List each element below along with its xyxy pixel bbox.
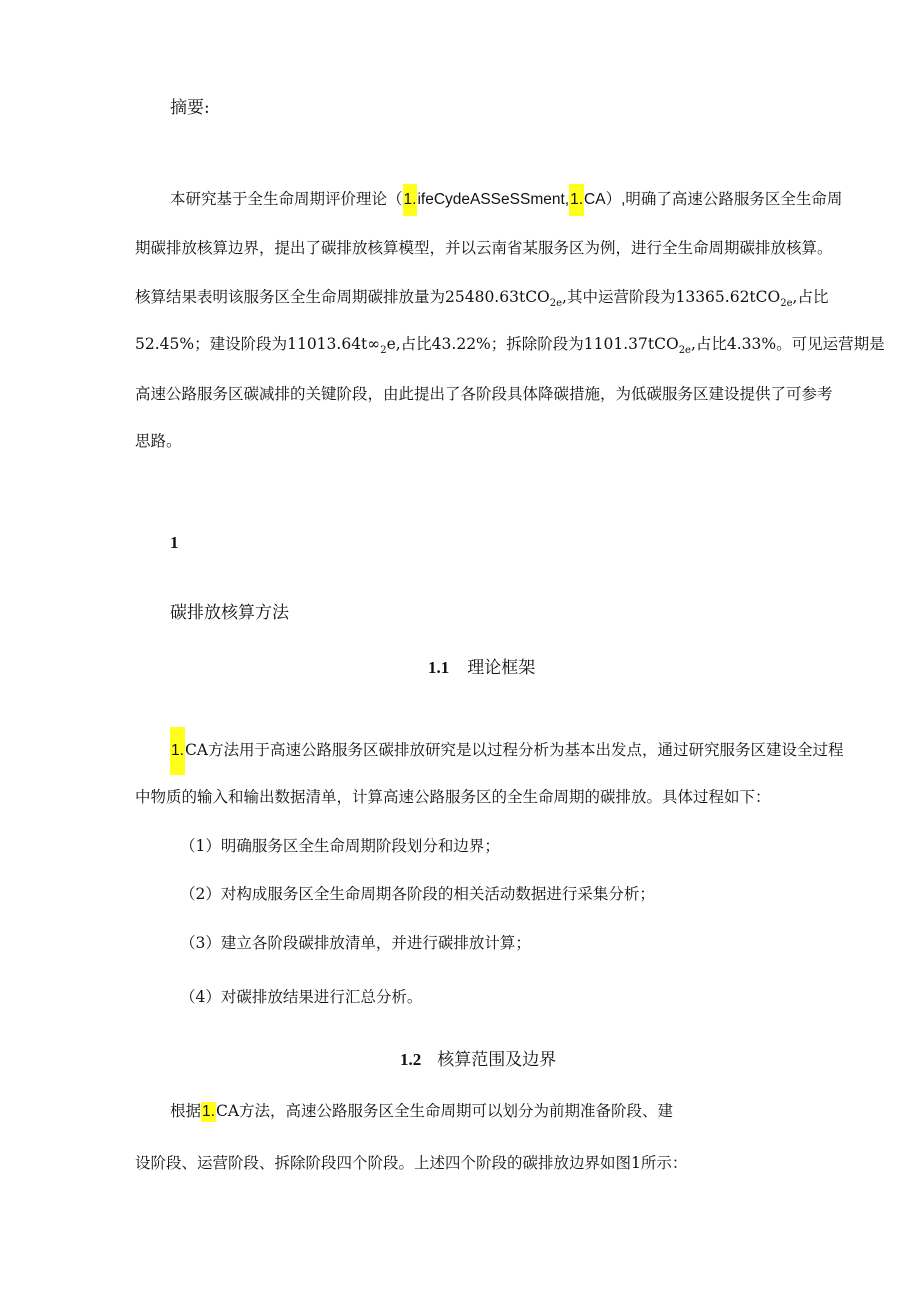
- abstract-line-1-a: 本研究基于全生命周期评价理论（: [170, 190, 403, 208]
- section-1-2-para-line-2: 设阶段、运营阶段、拆除阶段四个阶段。上述四个阶段的碳排放边界如图1所示：: [135, 1154, 688, 1172]
- section-1-1-para-line-1: [170, 740, 844, 761]
- highlight-marker: 1.: [202, 1103, 215, 1120]
- abstract-line-5: 高速公路服务区碳减排的关键阶段，由此提出了各阶段具体降碳措施，为低碳服务区建设提供了可参考: [135, 385, 833, 403]
- abstract-line-3-c: ,占比: [792, 288, 829, 306]
- section-1-1-heading: [428, 657, 535, 679]
- abstract-line-3: [135, 287, 829, 310]
- subscript: 2e: [780, 298, 793, 310]
- abstract-line-4-a: 52.45%；建设阶段为11013.64t∞: [135, 335, 381, 353]
- abstract-line-1-b: ifeCydeASSeSSment,: [417, 191, 570, 208]
- subscript: 2e: [549, 298, 563, 310]
- subscript: 2e: [678, 345, 691, 357]
- abstract-line-1: [170, 189, 842, 210]
- abstract-line-3-a: 核算结果表明该服务区全生命周期碳排放量为25480.63tCO: [135, 288, 550, 306]
- abstract-line-3-b: ,其中运营阶段为13365.62tCO: [562, 288, 781, 306]
- section-1-title: 碳排放核算方法: [170, 603, 289, 623]
- abstract-line-1-c: CA）,明确了高速公路服务区全生命周: [584, 191, 843, 208]
- abstract-line-6: 思路。: [135, 432, 182, 450]
- highlight-marker: 1.: [569, 184, 584, 216]
- section-1-1-para-line-1-text: CA方法用于高速公路服务区碳排放研究是以过程分析为基本出发点，通过研究服务区建设全过程: [184, 741, 844, 759]
- subscript: 2: [380, 345, 387, 357]
- section-1-2-title: 核算范围及边界: [437, 1050, 557, 1070]
- section-1-2-heading: [400, 1049, 556, 1071]
- section-1-2-para-line-1: [170, 1101, 673, 1122]
- section-1-1-para-line-2: 中物质的输入和输出数据清单，计算高速公路服务区的全生命周期的碳排放。具体过程如下：: [135, 788, 771, 806]
- abstract-line-4-c: ,占比4.33%。可见运营期是: [690, 335, 885, 353]
- section-1-number: 1: [170, 533, 179, 552]
- step-item-4: （4）对碳排放结果进行汇总分析。: [180, 988, 423, 1006]
- section-1-1-title: 理论框架: [467, 658, 536, 678]
- abstract-title: 摘要:: [170, 98, 210, 118]
- section-1-2-para-line-1-a: 根据: [170, 1102, 202, 1120]
- abstract-line-4-b: e,占比43.22%；拆除阶段为1101.37tCO: [386, 335, 679, 353]
- highlight-marker: 1.: [403, 184, 418, 216]
- highlight-marker: 1.: [170, 727, 185, 775]
- step-item-2: （2）对构成服务区全生命周期各阶段的相关活动数据进行采集分析；: [180, 885, 655, 903]
- section-1-2-para-line-1-b: CA方法，高速公路服务区全生命周期可以划分为前期准备阶段、建: [215, 1102, 674, 1120]
- section-1-2-number: 1.2: [400, 1050, 422, 1069]
- step-item-3: （3）建立各阶段碳排放清单，并进行碳排放计算；: [180, 934, 531, 952]
- abstract-line-2: 期碳排放核算边界，提出了碳排放核算模型，并以云南省某服务区为例，进行全生命周期碳排放核算。: [135, 239, 833, 257]
- abstract-line-4: [135, 334, 885, 357]
- step-item-1: （1）明确服务区全生命周期阶段划分和边界；: [180, 837, 500, 855]
- section-1-1-number: 1.1: [428, 658, 450, 677]
